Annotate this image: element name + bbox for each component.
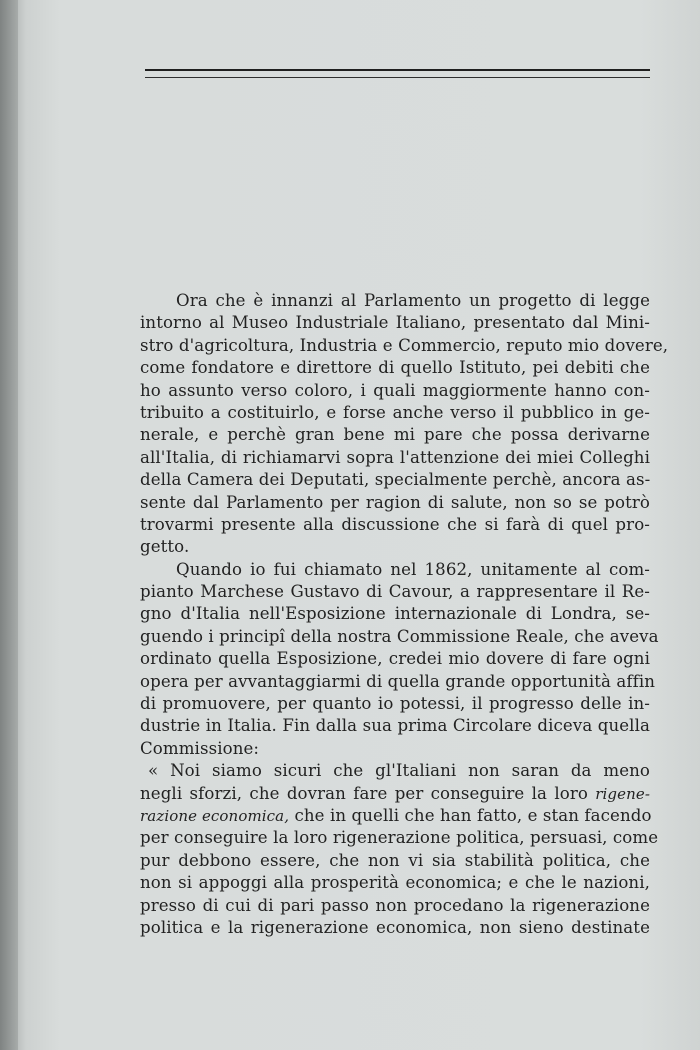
text-line: ho assunto verso coloro, i quali maggiormente hanno con- [140, 380, 650, 400]
text-line: sente dal Parlamento per ragion di salute, non so se potrò [140, 492, 650, 512]
text-line: politica e la rigenerazione economica, non sieno destinate [140, 917, 650, 937]
text-line: di promuovere, per quanto io potessi, il progresso delle in- [140, 694, 650, 714]
text-line: intorno al Museo Industriale Italiano, presentato dal Mini- [140, 313, 650, 333]
book-spine-shadow [0, 0, 18, 1050]
text-line: dustrie in Italia. Fin dalla sua prima Circolare diceva quella [140, 716, 650, 736]
text-line: della Camera dei Deputati, specialmente perchè, ancora as- [140, 470, 651, 490]
text-line: pur debbono essere, che non vi sia stabilità politica, che [140, 850, 650, 870]
text-line [140, 805, 650, 827]
text-segment: negli sforzi, che dovran fare per conseguire la loro [140, 783, 596, 803]
text-line: gno d'Italia nell'Esposizione internazionale di Londra, se- [140, 604, 650, 624]
text-line: opera per avvantaggiarmi di quella grande opportunità affin [140, 671, 656, 691]
text-line: non si appoggi alla prosperità economica; e che le nazioni, [140, 873, 650, 893]
text-line: getto. [140, 537, 190, 557]
text-line: nerale, e perchè gran bene mi pare che possa derivarne [140, 425, 650, 445]
text-line: tribuito a costituirlo, e forse anche verso il pubblico in ge- [140, 402, 650, 422]
text-line: ordinato quella Esposizione, credei mio dovere di fare ogni [140, 649, 650, 669]
text-line: all'Italia, di richiamarvi sopra l'attenzione dei miei Colleghi [140, 447, 650, 467]
text-line: « Noi siamo sicuri che gl'Italiani non saran da meno [148, 761, 650, 781]
text-line: guendo i principî della nostra Commissione Reale, che aveva [140, 626, 659, 646]
italic-text: razione economica, [140, 806, 290, 825]
text-line: stro d'agricoltura, Industria e Commercio, reputo mio dovere, [140, 335, 669, 355]
body-text [140, 290, 669, 939]
text-line: presso di cui di pari passo non procedano la rigenerazione [140, 895, 650, 915]
text-line: trovarmi presente alla discussione che si farà di quel pro- [140, 514, 650, 534]
header-rule-thick [145, 69, 650, 71]
text-line: Ora che è innanzi al Parlamento un progetto di legge [176, 291, 650, 310]
header-rule-thin [145, 77, 650, 78]
text-line: Quando io fui chiamato nel 1862, unitamente al com- [176, 559, 650, 579]
text-line: per conseguire la loro rigenerazione politica, persuasi, come [140, 828, 659, 848]
text-line: Commissione: [140, 738, 260, 758]
italic-text: rigene- [595, 784, 650, 803]
text-line: pianto Marchese Gustavo di Cavour, a rappresentare il Re- [140, 582, 650, 602]
text-line [140, 783, 650, 805]
text-segment: che in quelli che han fatto, e stan facendo [289, 805, 652, 825]
text-line: come fondatore e direttore di quello Istituto, pei debiti che [140, 358, 650, 378]
